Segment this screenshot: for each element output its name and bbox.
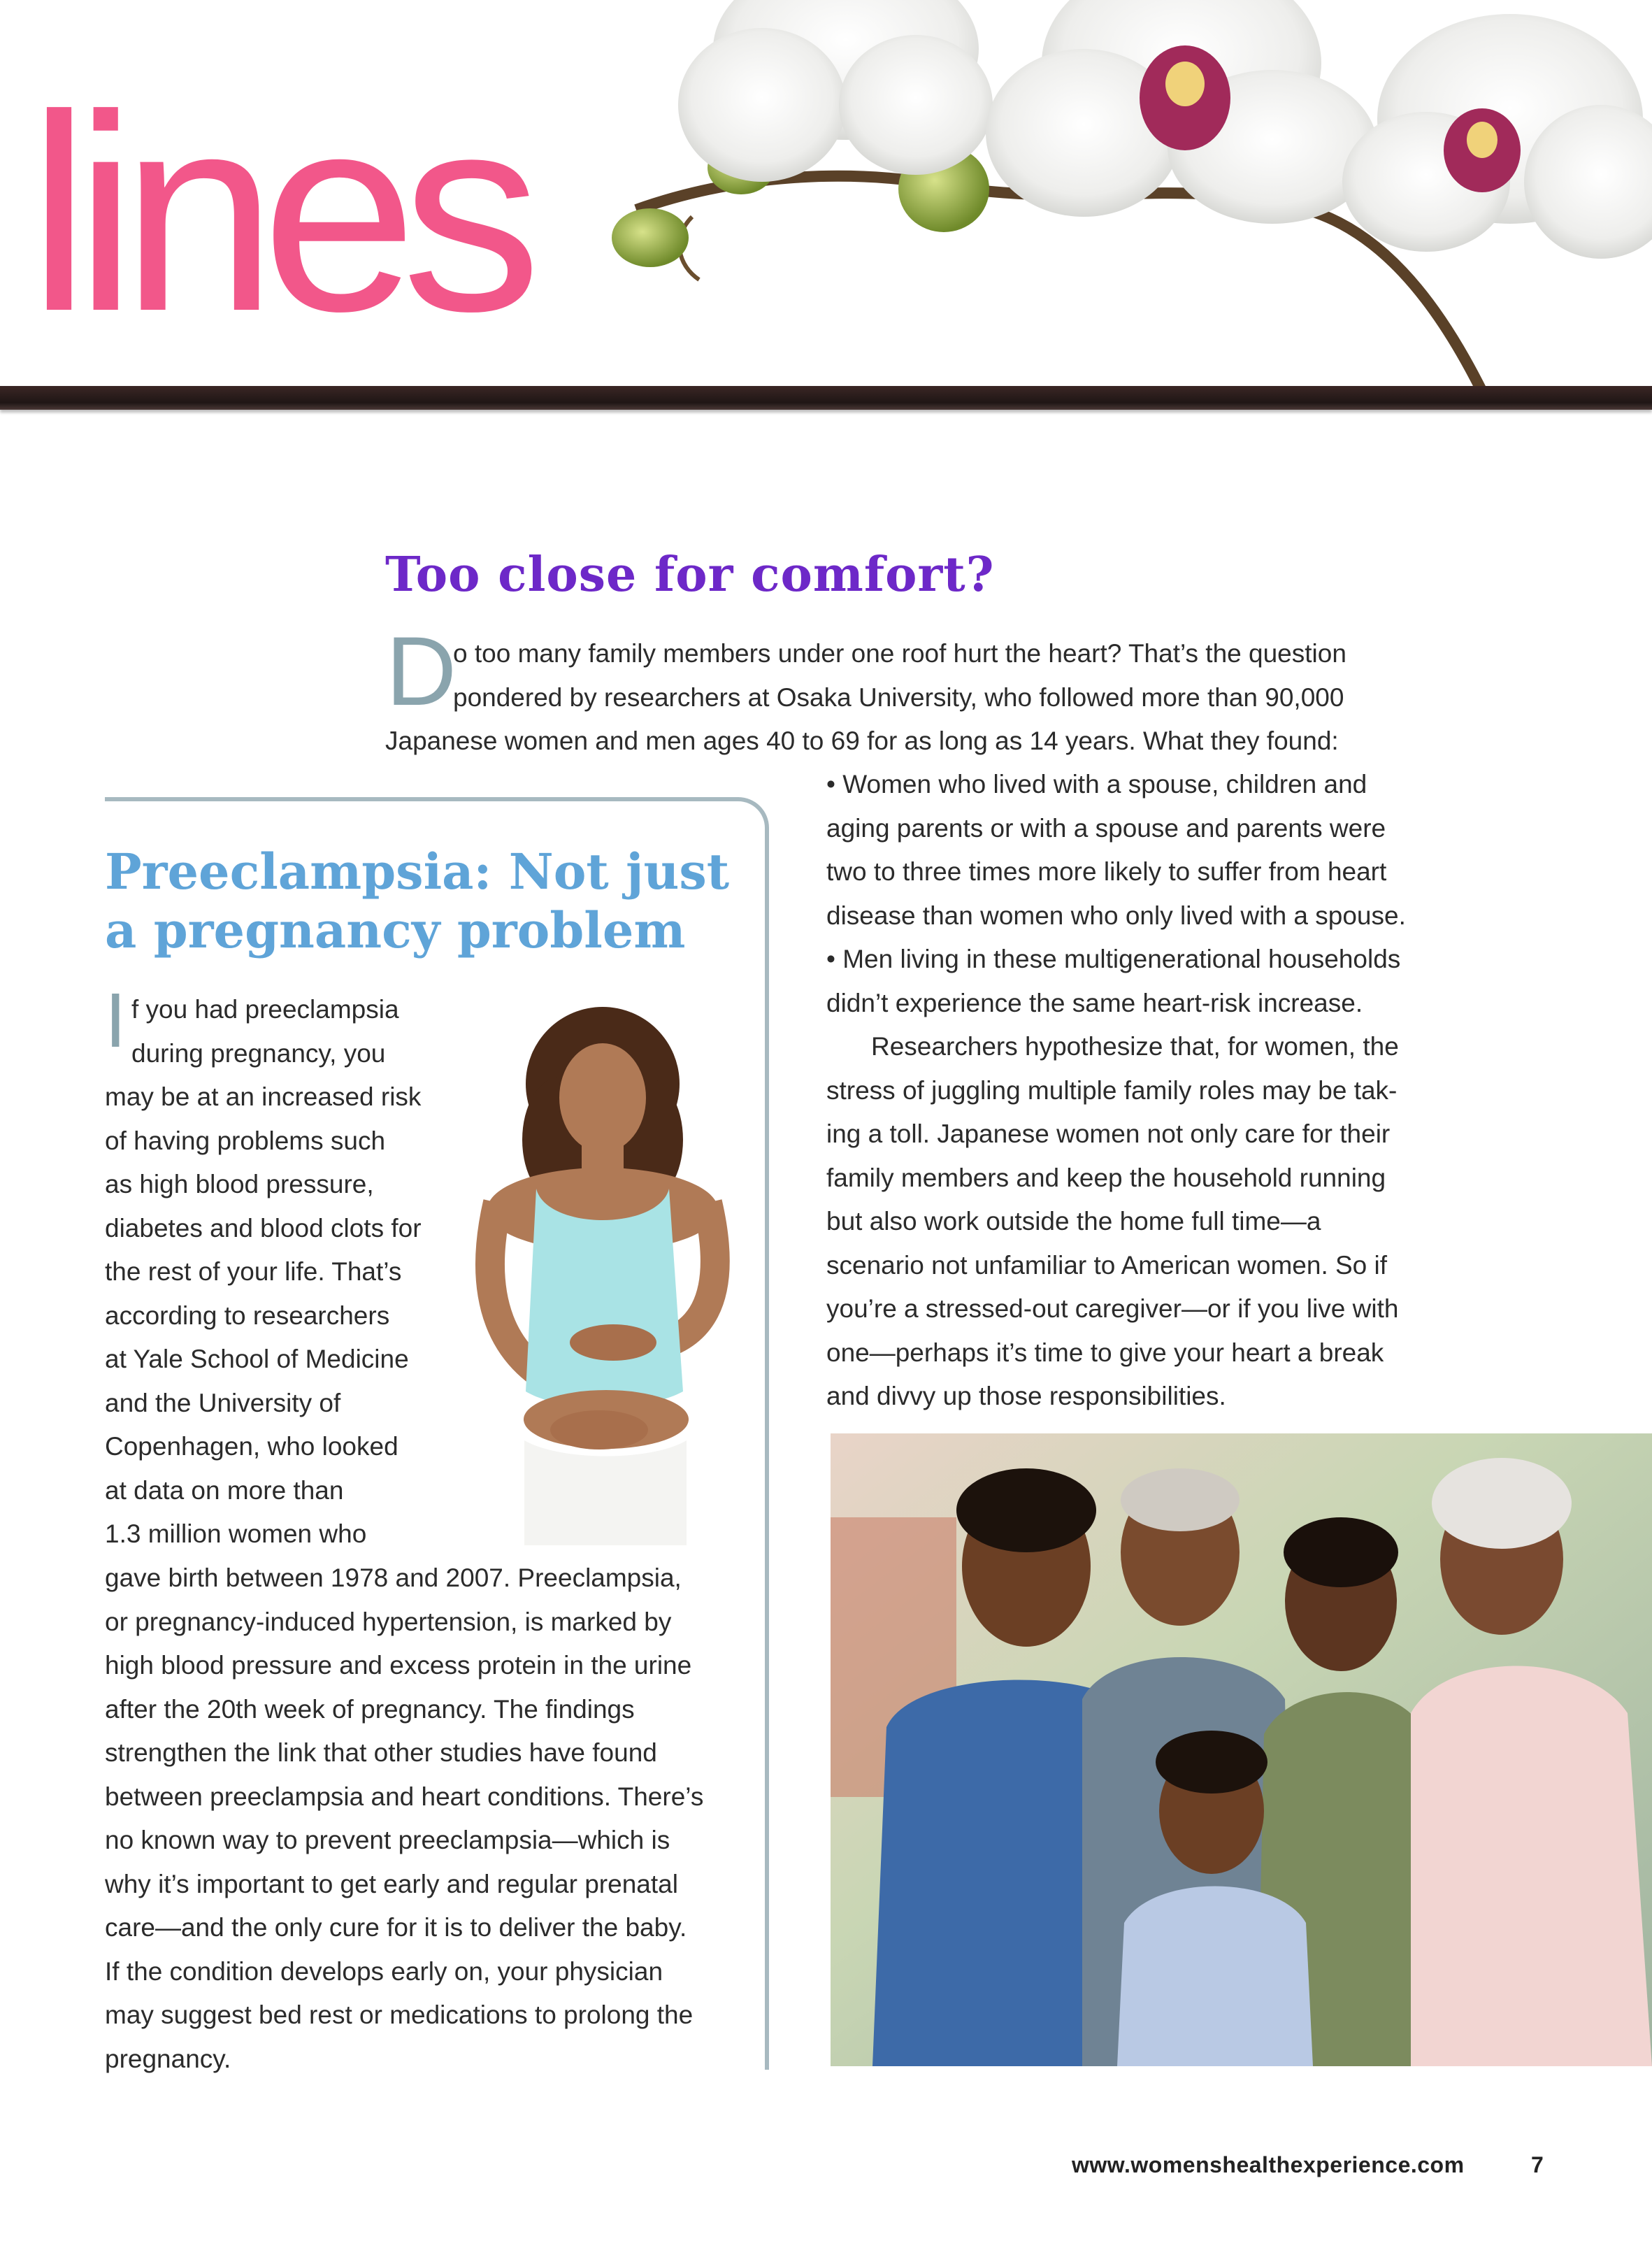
body-line: during pregnancy, you — [131, 1038, 386, 1068]
body-line: diabetes and blood clots for — [105, 1213, 422, 1243]
body-line: strengthen the link that other studies have found — [105, 1738, 657, 1767]
body-line: and divvy up those responsibilities. — [826, 1382, 1226, 1410]
drop-cap: D — [386, 616, 457, 726]
header-rule — [0, 386, 1652, 410]
sidebar-body-wide — [105, 1556, 748, 2081]
body-line: stress of juggling multiple family roles may be tak- — [826, 1075, 1398, 1105]
body-line: may suggest bed rest or medications to prolong the — [105, 2000, 694, 2029]
body-line: scenario not unfamiliar to American women. So if — [826, 1250, 1388, 1280]
sidebar-title — [105, 843, 748, 960]
body-line: as high blood pressure, — [105, 1170, 374, 1198]
body-line: why it’s important to get early and regular prenatal — [105, 1869, 678, 1898]
body-line: one—perhaps it’s time to give your heart a break — [826, 1338, 1384, 1367]
body-line: gave birth between 1978 and 2007. Preeclampsia, — [105, 1563, 682, 1592]
bullet-line: didn’t experience the same heart-risk increase. — [826, 988, 1363, 1017]
body-line: ing a toll. Japanese women not only care for their — [826, 1119, 1391, 1148]
body-line: 1.3 million women who — [105, 1519, 367, 1548]
body-line: high blood pressure and excess protein in the urine — [105, 1651, 692, 1680]
body-line: you’re a stressed-out caregiver—or if you live with — [826, 1294, 1399, 1323]
sidebar-title-line: a pregnancy problem — [105, 901, 686, 959]
article-title: Too close for comfort? — [385, 547, 995, 603]
bullet-line: disease than women who only lived with a spouse. — [826, 901, 1406, 930]
footer-url: www.womenshealthexperience.com — [1072, 2152, 1465, 2177]
bullet-line: • Men living in these multigenerational households — [826, 945, 1401, 973]
body-line: care—and the only cure for it is to deliver the baby. — [105, 1913, 687, 1942]
body-line: at data on more than — [105, 1475, 344, 1505]
body-line: but also work outside the home full time—a — [826, 1207, 1321, 1236]
drop-cap: I — [105, 978, 127, 1064]
sidebar-title-line: Preeclampsia: Not just — [105, 843, 730, 901]
body-line: according to researchers — [105, 1301, 390, 1330]
article-body — [826, 763, 1456, 1419]
body-line: f you had preeclampsia — [131, 995, 399, 1024]
family-photo — [831, 1433, 1652, 2066]
section-title: lines — [28, 57, 526, 369]
body-line: between preeclampsia and heart conditions. There’s — [105, 1782, 704, 1811]
body-line: family members and keep the household running — [826, 1163, 1386, 1192]
lead-line: Japanese women and men ages 40 to 69 for as long as 14 years. What they found: — [385, 726, 1339, 755]
lead-line: pondered by researchers at Osaka University, who followed more than 90,000 — [453, 683, 1344, 712]
bullet-line: aging parents or with a spouse and parents were — [826, 813, 1386, 843]
bullet-line: • Women who lived with a spouse, children and — [826, 770, 1367, 799]
body-line: or pregnancy-induced hypertension, is marked by — [105, 1607, 672, 1636]
body-line: after the 20th week of pregnancy. The findings — [105, 1694, 635, 1724]
body-line: If the condition develops early on, your physician — [105, 1956, 663, 1986]
body-line: and the University of — [105, 1388, 341, 1417]
page-number: 7 — [1531, 2152, 1544, 2177]
sidebar-body-narrow — [105, 988, 454, 1556]
body-line: at Yale School of Medicine — [105, 1345, 409, 1373]
body-line: may be at an increased risk — [105, 1082, 422, 1111]
lead-line: o too many family members under one roof hurt the heart? That’s the question — [453, 639, 1346, 668]
body-line: Copenhagen, who looked — [105, 1432, 398, 1461]
body-line: the rest of your life. That’s — [105, 1257, 402, 1286]
orchid-photo — [552, 0, 1652, 392]
pregnant-woman-photo — [470, 1000, 739, 1545]
body-line: Researchers hypothesize that, for women, the — [871, 1032, 1399, 1061]
bullet-line: two to three times more likely to suffer from heart — [826, 857, 1387, 886]
body-line: no known way to prevent preeclampsia—which is — [105, 1826, 670, 1854]
body-line: pregnancy. — [105, 2044, 231, 2073]
body-line: of having problems such — [105, 1126, 386, 1155]
